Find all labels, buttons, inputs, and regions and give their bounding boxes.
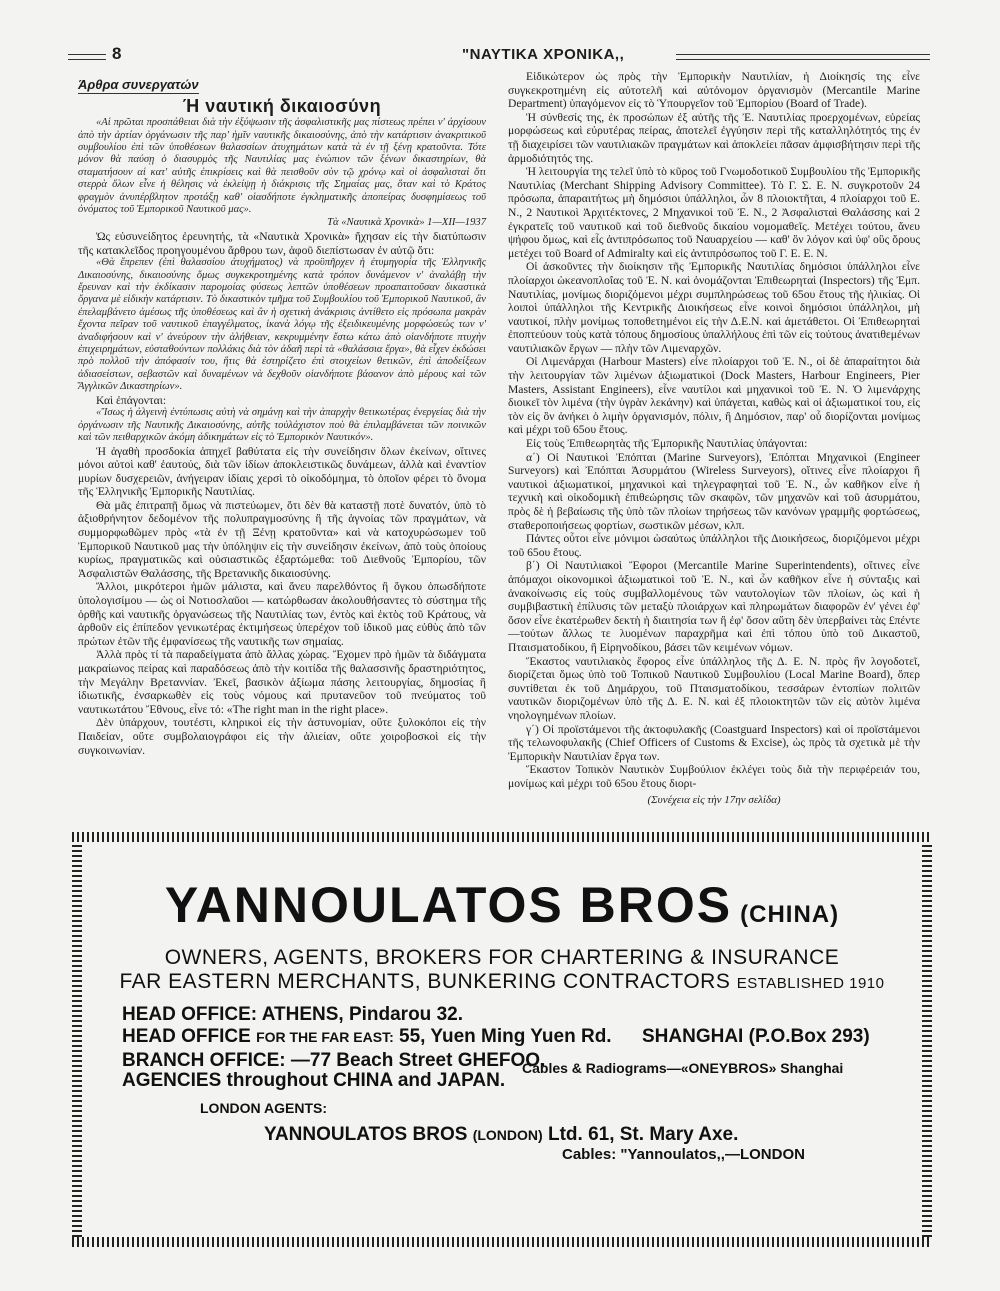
ad-head-office-label: HEAD OFFICE: [122, 1004, 258, 1025]
ad-london-name: YANNOULATOS BROS [264, 1124, 468, 1145]
ad-border-left [72, 842, 82, 1237]
ad-services-line: OWNERS, AGENTS, BROKERS FOR CHARTERING & INSURANCE [164, 946, 840, 969]
article-column-right [508, 70, 920, 808]
page-number: 8 [112, 44, 122, 63]
ad-merchants-text: FAR EASTERN MERCHANTS, BUNKERING CONTRACTORS [119, 970, 731, 993]
ad-company: YANNOULATOS BROS [164, 877, 733, 933]
advertisement [72, 832, 932, 1247]
paragraph: Ἀλλὰ πρὸς τί τὰ παραδείγματα ἀπὸ ἄλλας χώρας. Ἔχομεν πρὸ ἡμῶν τὰ διδάγματα μακραίωνος πείρας καὶ παραδόσεως ἀπὸ τὴν κοιτίδα τῆς θαλασσινῆς δραστηριότητος, τὴν Μεγάλην Βρεταννίαν. Ἐκεῖ, βασικὸν ἀξίωμα πάσης λειτουργίας, δημοσίας ἢ ἰδιωτικῆς, ἐνσαρκωθὲν εἰς τοὺς νόμους καὶ πρυτανεῦον τοῦ πνεύματος τοῦ ναυτικωτάτου Ἔθνους, εἶνε τό: «The right man in the right place». [78, 648, 486, 716]
article-title: Ή ναυτική δικαιοσύνη [182, 95, 382, 116]
ad-far-east-office [122, 1026, 612, 1048]
paragraph: Ἕκαστος ναυτιλιακὸς ἔφορος εἶνε ὑπάλληλος τῆς Δ. Ε. Ν. πρὸς ἣν λογοδοτεῖ, διορίζεται ὅμως ὑπὸ τοῦ Τοπικοῦ Ναυτικοῦ Συμβουλίου (Local Marine Board), ὅπερ συντίθεται ἐκ τοῦ Δημάρχου, τοῦ Πταισματοδίκου, τεσσάρων ἐντοπίων πολιτῶν ναυτικῶν διοριζομένων ὑπὸ τῆς Δ. Ε. Ν. καὶ ἐξ πλοιοκτητῶν τῶν εἰς αὐτὸν λιμένα νηολογημένων πλοίων. [508, 654, 920, 722]
ad-london-suffix: (LONDON) [472, 1127, 543, 1143]
page-header [68, 44, 930, 68]
ad-border-top [72, 832, 932, 842]
ad-far-east-label: HEAD OFFICE [122, 1026, 251, 1047]
ad-far-east-value: 55, Yuen Ming Yuen Rd. [399, 1026, 612, 1047]
paragraph: Ἡ λειτουργία της τελεῖ ὑπὸ τὸ κῦρος τοῦ Γνωμοδοτικοῦ Συμβουλίου τῆς Ἐμπορικῆς Ναυτιλίας (Merchant Shipping Advisory Committee). Τὸ Γ. Σ. Ε. Ν. συγκροτοῦν 24 πρόσωπα, ἀπαραιτήτως μὴ δημόσιοι ὑπάλληλοι, ὧν 8 πλοιοκτῆται, 4 πλοίαρχοι τοῦ Ε. Ν., 2 Ναυτικοὶ Ἀρχιτέκτονες, 2 Μηχανικοὶ τοῦ Ἐ. Ν., 2 Ἀσφαλισταὶ Θαλάσσης καὶ 2 ἐγκρατεῖς τοῦ ναυτικοῦ καὶ τοῦ διεθνοῦς δικαίου νομομαθεῖς. Μετέχει τούτου, ἄνευ ψήφου ὅμως, καὶ εἷς ἀντιπρόσωπος τοῦ Ναυαρχείου — καθ' ὃν λόγον καὶ ὑφ' οὓς ὅρους μετέχει τοῦ Board of Admiralty καὶ εἰς ἀντιπρόσωπος τοῦ Γ. Ε. Ε. Ν. [508, 165, 920, 260]
ad-far-east-for: FOR THE FAR EAST: [256, 1029, 394, 1045]
paragraph: Ἄλλοι, μικρότεροι ἡμῶν μάλιστα, καὶ ἄνευ παρελθόντος ἢ ὄγκου ὁπωσδήποτε ὑπολογισίμου — ὡς οἱ Νοτιοσλαῦοι — κατώρθωσαν ἀκολουθήσαντες τὸ σύστημα τῆς ὀρθῆς καὶ ναυτικῆς ὀργανώσεως τῆς Ναυτιλίας των, ἐντὸς καὶ ἐκτὸς τοῦ Κράτους, νὰ ἀρθοῦν εἰς ἐπίπεδον γενικωτέρας ἐκτιμήσεως ὑπερέχον τοῦ ἰδικοῦ μας εὐθὺς ἀπὸ τῶν πρώτων ἐτῶν τῆς ἐμφανίσεως τῆς ναυτικῆς των σημαίας. [78, 580, 486, 648]
ad-london-company [264, 1124, 738, 1146]
section-label: Άρθρα συνεργατών [78, 77, 199, 92]
ad-content [82, 842, 922, 1237]
ad-branch-office: BRANCH OFFICE: —77 Beach Street GHEFOO. [122, 1050, 546, 1071]
journal-title: "ΝΑΥΤΙΚΑ ΧΡΟΝΙΚΑ,, [462, 46, 625, 63]
paragraph: Οἱ Λιμενάρχαι (Harbour Masters) εἶνε πλοίαρχοι τοῦ Ἐ. Ν., οἱ δὲ ἀπαραίτητοι διὰ τὴν λειτουργίαν τῶν λιμένων ἀξιωματικοὶ (Dock Masters, Harbour Engineers, Pier Masters, Assistant Engineers), εἶνε ναυτίλοι καὶ μηχανικοὶ τοῦ Ἐ. Ν. Ὁ λιμενάρχης διοικεῖ τὸν λιμένα (τὴν ὑγρὰν λεκάνην) καὶ ὑπάγεται, καθὼς καὶ οἱ ἀξιωματικοί του, εἰς τὸν εἰς ὃν ἀνήκει ὁ λιμὴν ὀργανισμόν, πόλιν, ἢ Δημόσιον, παρ' οὗ διορίζονται μονίμως καὶ μέχρι τοῦ 65ου ἔτους. [508, 355, 920, 437]
quoted-paragraph: «Θὰ ἔπρεπεν (ἐπὶ θαλασσίου ἀτυχήματος) νὰ προϋπῆρχεν ἡ ἐτυμηγορία τῆς Ἑλληνικῆς Δικαιοσύνης, δικαιοσύνης ὅμως συγκεκροτημένης κατὰ τρόπον δυνάμενον ν' ἀναλάβῃ τὴν ἔρευναν καὶ τὴν ἐκδίκασιν παρομοίας φύσεως λεπτῶν ὑποθέσεων προαπαιτοῦσαν δικαστικὰ ὄργανα μὲ εἰδικὴν κατάρτισιν. Τὸ δικαστικὸν τμῆμα τοῦ Συμβουλίου τοῦ Ἐμπορικοῦ Ναυτικοῦ, ἂν ἐπελαμβάνετο ἀμέσως τῆς ὑποθέσεως καὶ ἂν ἡ σχετικὴ ἀνάκρισις ἀντίθετο εἰς πρόσωπα μακρὰν ἔχοντα πεῖραν τοῦ ναυτικοῦ ἐπαγγέλματος, ἱκανὰ λόγῳ τῆς ἐξειδικευμένης μορφώσεώς των ν' ἀναδιφήσουν καὶ ν' ἀνεύρουν τὴν ἀλήθειαν, κεκρυμμένην ἔστω κάτω ἀπὸ οἱανδήποτε πτυχὴν ἐπιχειρημάτων, εὐσταθούντων πολλάκις διὰ τὸν ἀδαῆ περὶ τὰ «θαλάσσια ἔργα», θὰ εἶχεν ἐκδώσει πρὸ πολλοῦ τὴν ἀπόφασίν του, ἥτις θὰ ἐστηρίζετο ἐπὶ στοιχείων θετικῶν, ἐπὶ ἀποδείξεων ἀδιασείστων, σεβαστῶν καὶ δυναμένων νὰ δεχθοῦν οἱανδήποτε βάσανον ἀπὸ μέρους καὶ τῶν Ἄγγλικῶν Δικαστηρίων». [78, 257, 486, 393]
ad-border-right [922, 842, 932, 1237]
ad-merchants-line [82, 970, 922, 994]
quoted-paragraph: «Αἱ πρῶται προσπάθειαι διὰ τὴν ἐξύψωσιν τῆς ἀσφαλιστικῆς μας πίστεως πρέπει ν' ἀρχίσουν ἀπὸ τὴν ἀρτίαν ὀργάνωσιν τῆς παρ' ἡμῖν ναυτικῆς δικαιοσύνης, ἀπὸ τὴν κατάρτισιν ἀνακριτικοῦ συμβουλίου ἐπὶ τῶν ὑποθέσεων θαλασσίων ἀτυχημάτων κατὰ τὰ ἐν τῇ ξένῃ κρατοῦντα. Τότε μόνον θὰ παύσῃ ὁ διασυρμὸς τῆς Ναυτιλίας μας ἐνώπιον τῶν ξένων δικαστηρίων, θὰ σταματήσουν αἱ κατ' αὐτῆς ἐπικρίσεις καὶ θὰ πεισθοῦν σὺν τῷ χρόνῳ καὶ οἱ ἀσφαλισταὶ ὅτι στερρὰ ὅλων εἶνε ἡ θέλησις νὰ ἐκλείψῃ ἡ διάκρισις τῆς Σημαίας μας, ὅταν καὶ τὸ Κράτος φραγμὸν ἀνυπέρβλητον προτάξῃ καθ' οἱασδήποτε ἐγκληματικῆς ἀποπείρας δυσφημίσεως τοῦ ὀνόματος τοῦ Ἐμπορικοῦ Ναυτικοῦ μας». [78, 117, 486, 216]
paragraph: α΄) Οἱ Ναυτικοὶ Ἐπόπται (Marine Surveyors), Ἐπόπται Μηχανικοὶ (Engineer Surveyors) καὶ Ἐπόπται Ἀσυρμάτου (Wireless Surveyors), οἵτινες εἶνε πλοίαρχοι ἢ ναυτικοὶ ἀξιωματικοί, μηχανικοὶ καὶ τηλεγραφηταὶ τοῦ Ἐ. Ν., ὧν καθῆκον εἶνε ἡ τεχνικὴ καὶ οἰκοδομικὴ ἐπιθεώρησις τῶν σκαφῶν, τῶν μηχανῶν καὶ τοῦ ἀσυρμάτου, πρὸς δὲ ἡ βεβαίωσις τῆς ὑπὸ τῶν πλοίων τηρήσεως τῶν κανόνων γραμμῆς φορτώσεως, σταθεροποιήσεως φορτίων, σωστικῶν μέσων, κλπ. [508, 450, 920, 532]
article-column-left [78, 78, 486, 757]
paragraph: Δὲν ὑπάρχουν, τουτέστι, κληρικοὶ εἰς τὴν ἀστυνομίαν, οὔτε ξυλοκόποι εἰς τὴν Παιδείαν, οὔτε συμβολαιογράφοι εἰς τὴν ἁλιείαν, οὔτε χοιροβοσκοὶ εἰς τὴν συγκοινωνίαν. [78, 716, 486, 757]
paragraph: Ἕκαστον Τοπικὸν Ναυτικὸν Συμβούλιον ἐκλέγει τοὺς διὰ τὴν περιφέρειάν του, μονίμως καὶ μέχρι τοῦ 65ου ἔτους διορι- [508, 763, 920, 790]
ad-head-office-value: ATHENS, Pindarou 32. [261, 1004, 463, 1025]
paragraph: Καὶ ἐπάγονται: [96, 393, 167, 407]
ad-company-suffix: (CHINA) [740, 901, 840, 928]
ad-border-bottom [72, 1237, 932, 1247]
paragraph: Πάντες οὗτοι εἶνε μόνιμοι ὡσαύτως ὑπάλληλοι τῆς Διοικήσεως, διοριζόμενοι μέχρι τοῦ 65ου ἔτους. [508, 532, 920, 559]
paragraph: Εἰδικώτερον ὡς πρὸς τὴν Ἐμπορικὴν Ναυτιλίαν, ἡ Διοίκησίς της εἶνε συγκεκροτημένη εἰς αὐτοτελῆ καὶ αὐτόνομον ὀργανισμὸν (Mercantile Marine Department) ὑπαγόμενον εἰς τὸ Ὑπουργεῖον τοῦ Ἐμπορίου (Board of Trade). [508, 70, 920, 111]
continued-note: (Συνέχεια εἰς τὴν 17ην σελίδα) [647, 794, 781, 807]
paragraph: β΄) Οἱ Ναυτιλιακοὶ Ἔφοροι (Mercantile Marine Superintendents), οἵτινες εἶνε ἀπόμαχοι οἰκονομικοὶ ἀξιωματικοὶ τοῦ Ἐ. Ν., καὶ ὧν καθῆκον εἶνε ἡ σύνταξις καὶ ἀνακοίνωσις εἰς τοὺς συμβαλλομένους τῶν ναυτολογίων τῶν πλοίων, ὡς καὶ ἡ συμβιβαστικὴ ἐπίλυσις τῶν μεταξὺ πλοιάρχων καὶ πληρωμάτων διαφορῶν ἐν' γένει ἐφ' ὅσον εἶνε ἑκατέρωθεν δεκτὴ ἡ διαιτησία των ἢ ἐφ' ὅσον αὕτη δὲν ὑπερβαίνει τὰς £πέντε—τούτων ἄλλως τε λυομένων παραχρῆμα καὶ ἐπὶ τόπου ὑπὸ τοῦ Δικαστοῦ, Πταισματοδίκου, ἢ Εἰρηνοδίκου, βάσει τῶν κειμένων νόμων. [508, 559, 920, 654]
paragraph: Ἡ σύνθεσίς της, ἐκ προσώπων ἐξ αὐτῆς τῆς Ἐ. Ναυτιλίας προερχομένων, εὐρείας μορφώσεως καὶ εὐρυτέρας πείρας, ἀποτελεῖ ἐγγύησιν περὶ τῆς καταλληλότητός της ἐν τῇ διαχειρίσει τῶν ναυτιλιακῶν πραγμάτων καὶ ἀποκλείει πᾶσαν ἀμφισβήτησιν περὶ τῆς ἁρμοδιότητός της. [508, 110, 920, 165]
paragraph: Ὡς εὐσυνείδητος ἐρευνητής, τὰ «Ναυτικὰ Χρονικὰ» ἤχησαν εἰς τὴν διατύπωσιν τῆς κατακλεῖδος προηγουμένου ἄρθρου των, ἀφοῦ διεπίστωσαν ἐν αὐτῷ ὅτι: [78, 230, 486, 257]
ad-cables-london: Cables: "Yannoulatos,,—LONDON [562, 1146, 805, 1163]
ad-agencies: AGENCIES throughout CHINA and JAPAN. [122, 1070, 506, 1091]
ad-london-agents: LONDON AGENTS: [200, 1100, 328, 1116]
ad-shanghai: SHANGHAI (P.O.Box 293) [642, 1026, 870, 1047]
paragraph: Οἱ ἀσκοῦντες τὴν διοίκησιν τῆς Ἐμπορικῆς Ναυτιλίας δημόσιοι ὑπάλληλοι εἶνε πλοίαρχοι ὠκεανοπλοΐας τοῦ Ἐ. Ν. καὶ ὀνομάζονται Ἐπιθεωρηταὶ (Inspectors) τῆς Ἐμπ. Ναυτιλίας, μονίμως διοριζόμενοι μέχρι συμπληρώσεως τοῦ 65ου ἔτους τῆς ἡλικίας. Οἱ λοιποὶ ὑπάλληλοι τῆς Κεντρικῆς Διοικήσεως εἶνε κοινοὶ δημόσιοι ὑπάλληλοι, μὴ ναυτικοί, πλὴν μονίμως τοποθετημένοι εἰς τὴν Δ.Ε.Ν. καὶ ἀμετάθετοι. Οἱ Ἐπιθεωρηταὶ ἐποπτεύουν τοὺς κατὰ τόπους δημοσίους ὑπαλλήλους ἐπὶ τῶν εἰς τούτους ἀνατιθεμένων ναυτιλιακῶν ἔργων — πλὴν τῶν Λιμεναρχῶν. [508, 260, 920, 355]
ad-london-address: Ltd. 61, St. Mary Axe. [547, 1124, 739, 1145]
paragraph: Εἰς τοὺς Ἐπιθεωρητὰς τῆς Ἐμπορικῆς Ναυτιλίας ὑπάγονται: [526, 437, 808, 451]
signoff: Τὰ «Ναυτικὰ Χρονικὰ» 1—XII—1937 [327, 217, 486, 229]
ad-company-name [82, 876, 922, 934]
header-rule-right [676, 54, 930, 60]
ad-established: ESTABLISHED 1910 [736, 975, 885, 992]
paragraph: γ΄) Οἱ προϊστάμενοι τῆς ἀκτοφυλακῆς (Coastguard Inspectors) καὶ οἱ προϊστάμενοι τῆς τελωνοφυλακῆς (Chief Officers of Customs & Excise), ὡς πρὸς τὰ σχετικὰ μὲ τὴν Ἐμπορικὴν Ναυτιλίαν ἔργα των. [508, 722, 920, 763]
ad-head-office [122, 1004, 463, 1026]
paragraph: Ἡ ἀγαθὴ προσδοκία ἀπηχεῖ βαθύτατα εἰς τὴν συνείδησιν ὅλων ἐκείνων, οἵτινες μόνοι αὐτοὶ καθ' ἑαυτούς, διὰ τῶν ἰδίων ἀποκλειστικῶς δυνάμεων, ἀλλὰ καὶ ἐναντίον μυρίων δυσχερειῶν, ἀνήγειραν ἰδίαις χερσὶ τὸ οἰκοδόμημα, τὸ ὁποῖον φέρει τὸ ὄνομα τῆς Ἑλληνικῆς Ἐμπορικῆς Ναυτιλίας. [78, 444, 486, 499]
header-rule-left [68, 54, 106, 60]
ad-cables-shanghai: Cables & Radiograms—«ONEYBROS» Shanghai [522, 1060, 844, 1076]
quoted-paragraph: «Ἴσως ἡ ἀλγεινὴ ἐντύπωσις αὐτὴ νὰ σημάνῃ καὶ τὴν ἀπαρχὴν θετικωτέρας ἐνεργείας διὰ τὴν ὀργάνωσιν τῆς Ναυτικῆς Δικαιοσύνης, αὐτῆς τοὐλάχιστον ποὺ θὰ ἐπιλαμβάνεται τῶν ποινικῶν καὶ τῶν πειθαρχικῶν ἀκόμη ἀδικημάτων εἰς τὸ Ἐμπορικὸν Ναυτικόν». [78, 407, 486, 444]
paragraph: Θὰ μᾶς ἐπιτραπῇ ὅμως νὰ πιστεύωμεν, ὅτι δὲν θὰ καταστῇ ποτὲ δυνατόν, ὑπὸ τὸ ἀξιοθρήνητον δεδομένον τῆς πολυπραγμοσύνης ἢ τῆς ἀγνοίας τῶν πραγμάτων, νὰ συμμορφωθῶμεν πρὸς «τὰ ἐν τῇ Ξένῃ κρατοῦντα» καὶ νὰ κατοχυρώσωμεν τοῦ Ἐμπορικοῦ Ναυτικοῦ μας τὴν ὑπόληψιν εἰς τὴν συνείδησιν ἐκείνων, ἀπὸ τοὺς ὁποίους κυρίως, πραγματικῶς καὶ οὐσιαστικῶς ἐξαρτώμεθα: τοῦ Διεθνοῦς Ἐμπορίου, τῶν Ἀσφαλιστῶν Θαλάσσης, τῆς Βρετανικῆς δικαιοσύνης. [78, 498, 486, 580]
